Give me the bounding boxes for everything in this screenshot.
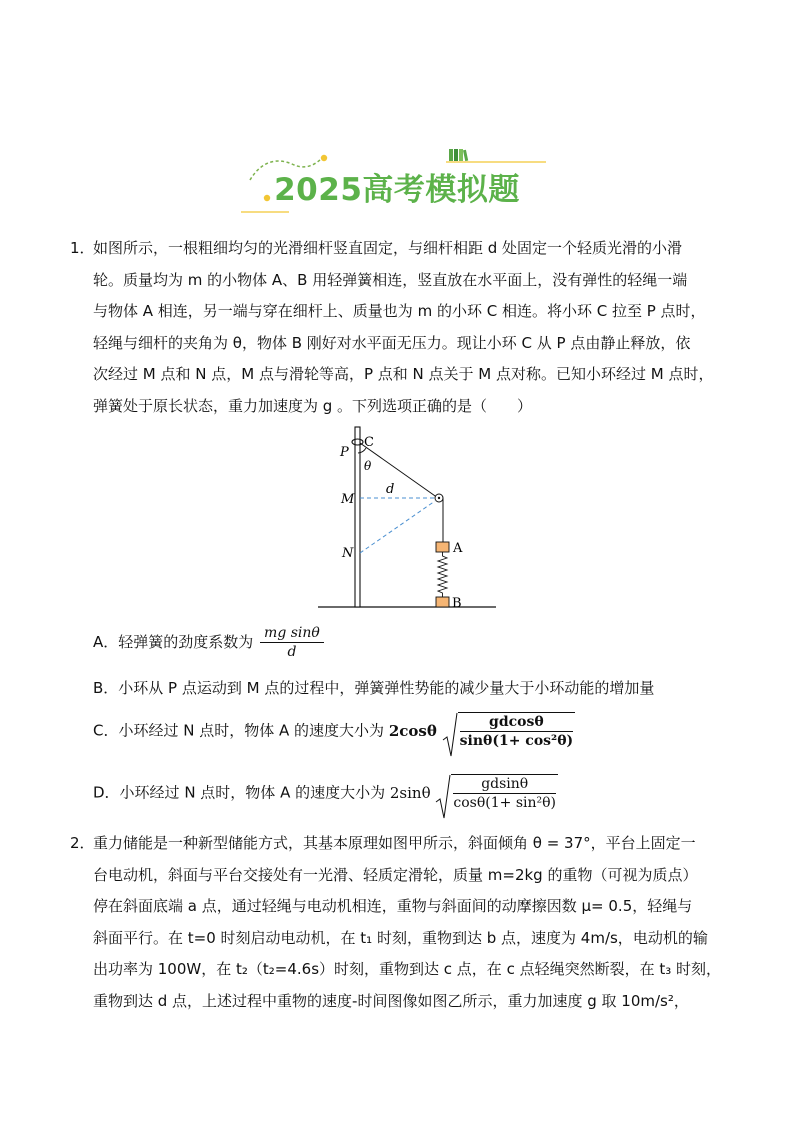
label-a: A <box>453 541 463 556</box>
question-line: 轮。质量均为 m 的小物体 A、B 用轻弹簧相连，竖直放在水平面上，没有弹性的轻绳一端 <box>93 270 688 289</box>
option-b[interactable]: B．小环从 P 点运动到 M 点的过程中，弹簧弹性势能的减少量大于小环动能的增加量 <box>93 679 655 697</box>
question-2 <box>70 828 740 1017</box>
option-d[interactable]: D．小环经过 N 点时，物体 A 的速度大小为 2sinθ $\frac{gdsin\theta}{\text{cosθ(1+ sin²θ)}}$ <box>93 774 558 812</box>
label-theta: θ <box>364 459 372 473</box>
sqrt-expression: $\frac{gdcos\theta}{\text{sinθ(1+ cos²θ)}}$ <box>442 712 576 750</box>
fraction: $\frac{\text{mg sinθ}}{d}$ <box>260 624 324 661</box>
page-title: 2025高考模拟题 <box>274 172 520 208</box>
question-line: 重力储能是一种新型储能方式，其基本原理如图甲所示，斜面倾角 θ = 37°，平台上固定一 <box>93 834 696 852</box>
question-line: 停在斜面底端 a 点，通过轻绳与电动机相连，重物与斜面间的动摩擦因数 μ= 0.5，轻绳与 <box>93 897 693 915</box>
question-number: 2． <box>70 834 95 852</box>
label-b: B <box>452 596 462 611</box>
question-1 <box>70 233 740 422</box>
label-m: M <box>341 492 355 507</box>
question-line: 重物到达 d 点，上述过程中重物的速度-时间图像如图乙所示，重力加速度 g 取 10m/s²， <box>93 991 689 1010</box>
question-number: 1． <box>70 239 95 257</box>
label-n: N <box>342 546 354 561</box>
label-p: P <box>340 445 349 460</box>
question-line: 与物体 A 相连，另一端与穿在细杆上、质量也为 m 的小环 C 相连。将小环 C 拉至 P 点时， <box>93 302 706 320</box>
sqrt-expression: $\frac{gdsin\theta}{\text{cosθ(1+ sin²θ)}}$ <box>435 774 558 812</box>
label-d: d <box>386 482 395 497</box>
books-icon <box>449 149 468 161</box>
label-c: C <box>364 435 374 450</box>
option-a[interactable]: A．轻弹簧的劲度系数为 $\frac{\text{mg sinθ}}{d}$ <box>93 624 326 661</box>
pulley-figure <box>310 425 510 615</box>
question-line: 台电动机，斜面与平台交接处有一光滑、轻质定滑轮，质量 m=2kg 的重物（可视为质点） <box>93 865 698 884</box>
question-line: 轻绳与细杆的夹角为 θ，物体 B 刚好对水平面无压力。现让小环 C 从 P 点由静止释放，依 <box>93 333 691 352</box>
question-line: 出功率为 100W，在 t₂（t₂=4.6s）时刻，重物到达 c 点，在 c 点轻绳突然断裂，在 t₃ 时刻， <box>93 960 722 978</box>
question-line: 次经过 M 点和 N 点，M 点与滑轮等高，P 点和 N 点关于 M 点对称。已知小环经过 M 点时， <box>93 365 714 383</box>
question-line: 如图所示，一根粗细均匀的光滑细杆竖直固定，与细杆相距 d 处固定一个轻质光滑的小滑 <box>93 239 683 257</box>
option-c[interactable]: C．小环经过 N 点时，物体 A 的速度大小为 2cosθ $\frac{gdcos\theta}{\text{sinθ(1+ cos²θ)}}$ <box>93 712 575 750</box>
question-line: 斜面平行。在 t=0 时刻启动电动机，在 t₁ 时刻，重物到达 b 点，速度为 4m/s，电动机的输 <box>93 928 708 947</box>
question-line: 弹簧处于原长状态，重力加速度为 g 。下列选项正确的是（ ） <box>93 396 533 415</box>
